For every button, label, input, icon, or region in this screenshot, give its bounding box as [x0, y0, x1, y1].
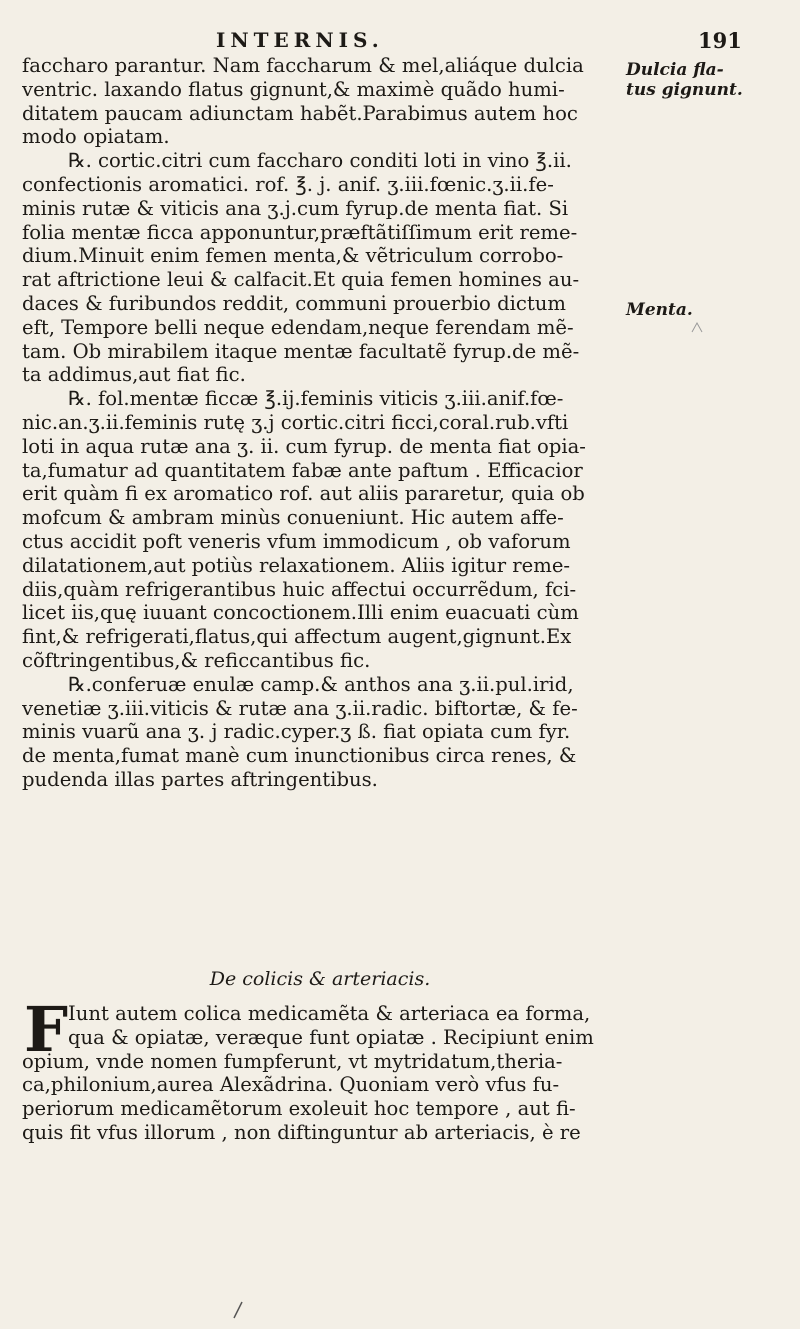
text-line: diis,quàm refrigerantibus huic affectui occurrẽdum, fci- — [22, 577, 577, 601]
text-line: minis rutæ & viticis ana ʒ.j.cum fyrup.de menta fiat. Si — [22, 196, 569, 220]
text-line: rat aftrictione leui & calfacit.Et quia femen homines au- — [22, 268, 580, 292]
margin-note: Dulcia fla- — [626, 60, 724, 80]
margin-note: tus gignunt. — [626, 80, 743, 100]
text-line: ℞. fol.mentæ ficcæ ℥.ij.feminis viticis ʒ.iii.anif.fœ- — [68, 387, 564, 411]
text-line: opium, vnde nomen fumpferunt, vt mytridatum,theria- — [22, 1049, 563, 1073]
text-line: ta addimus,aut fiat fic. — [22, 363, 246, 387]
text-line: qua & opiatæ, veræque funt opiatæ . Recipiunt enim — [68, 1025, 594, 1049]
text-line: ca,philonium,aurea Alexãdrina. Quoniam verò vfus fu- — [22, 1073, 560, 1097]
section-body-text — [22, 993, 614, 1145]
text-line: licet iis,quę iuuant concoctionem.Illi enim euacuati cùm — [22, 601, 579, 625]
stray-mark-icon — [232, 1300, 244, 1320]
text-line: ventric. laxando flatus gignunt,& maximè quãdo humi- — [22, 77, 565, 101]
text-line: loti in aqua rutæ ana ʒ. ii. cum fyrup. de menta fiat opia- — [22, 434, 586, 458]
text-line: de menta,fumat manè cum inunctionibus circa renes, & — [22, 744, 577, 768]
text-line: ta,fumatur ad quantitatem fabæ ante paftum . Efficacior — [22, 458, 583, 482]
text-line: periorum medicamẽtorum exoleuit hoc tempore , aut fi- — [22, 1097, 576, 1121]
text-line: venetiæ ʒ.iii.viticis & rutæ ana ʒ.ii.radic. biftortæ, & fe- — [22, 696, 578, 720]
text-line: daces & furibundos reddit, communi prouerbio dictum — [22, 291, 566, 315]
text-line: ℞. cortic.citri cum faccharo conditi loti in vino ℥.ii. — [68, 149, 572, 173]
text-line: minis vuarũ ana ʒ. j radic.cyper.ʒ ß. fiat opiata cum fyr. — [22, 720, 571, 744]
text-line: tam. Ob mirabilem itaque mentæ facultatẽ fyrup.de mẽ- — [22, 339, 580, 363]
body-text — [22, 54, 614, 792]
drop-cap: F — [24, 993, 69, 1066]
text-line: folia mentæ ficca apponuntur,præftãtiſſimum erit reme- — [22, 220, 578, 244]
text-line: pudenda illas partes aftringentibus. — [22, 767, 378, 791]
text-line: dilatationem,aut potiùs relaxationem. Aliis igitur reme- — [22, 553, 571, 577]
text-line: quis fit vfus illorum , non diftinguntur ab arteriacis, è re — [22, 1120, 581, 1144]
text-line: ditatem paucam adiunctam habẽt.Parabimus autem hoc — [22, 101, 578, 125]
text-line: fint,& refrigerati,flatus,qui affectum augent,gignunt.Ex — [22, 625, 572, 649]
text-line: dium.Minuit enim femen menta,& vẽtriculum corrobo- — [22, 244, 564, 268]
stray-mark-icon — [690, 320, 704, 334]
text-line: nic.an.ʒ.ii.feminis rutę ʒ.j cortic.citri ficci,coral.rub.vfti — [22, 410, 569, 434]
margin-note: Menta. — [626, 300, 693, 320]
text-line: mofcum & ambram minùs conueniunt. Hic autem affe- — [22, 506, 564, 530]
text-line: erit quàm fi ex aromatico rof. aut aliis pararetur, quia ob — [22, 482, 585, 506]
text-line: faccharo parantur. Nam faccharum & mel,aliáque dulcia — [22, 54, 584, 77]
text-line: Iunt autem colica medicamẽta & arteriaca ea forma, — [68, 1002, 591, 1025]
running-head: INTERNIS. — [216, 28, 384, 52]
page-number: 191 — [698, 28, 742, 53]
text-line: eft, Tempore belli neque edendam,neque ferendam mẽ- — [22, 315, 574, 339]
text-line: confectionis aromatici. rof. ℥. j. anif. ʒ.iii.fœnic.ʒ.ii.fe- — [22, 172, 554, 196]
text-line: modo opiatam. — [22, 125, 170, 149]
text-line: cõftringentibus,& reficcantibus fic. — [22, 648, 371, 672]
text-line: ctus accidit poft veneris vfum immodicum , ob vaforum — [22, 529, 571, 553]
section-heading: De colicis & arteriacis. — [209, 968, 431, 990]
text-line: ℞.conferuæ enulæ camp.& anthos ana ʒ.ii.pul.irid, — [68, 672, 574, 696]
